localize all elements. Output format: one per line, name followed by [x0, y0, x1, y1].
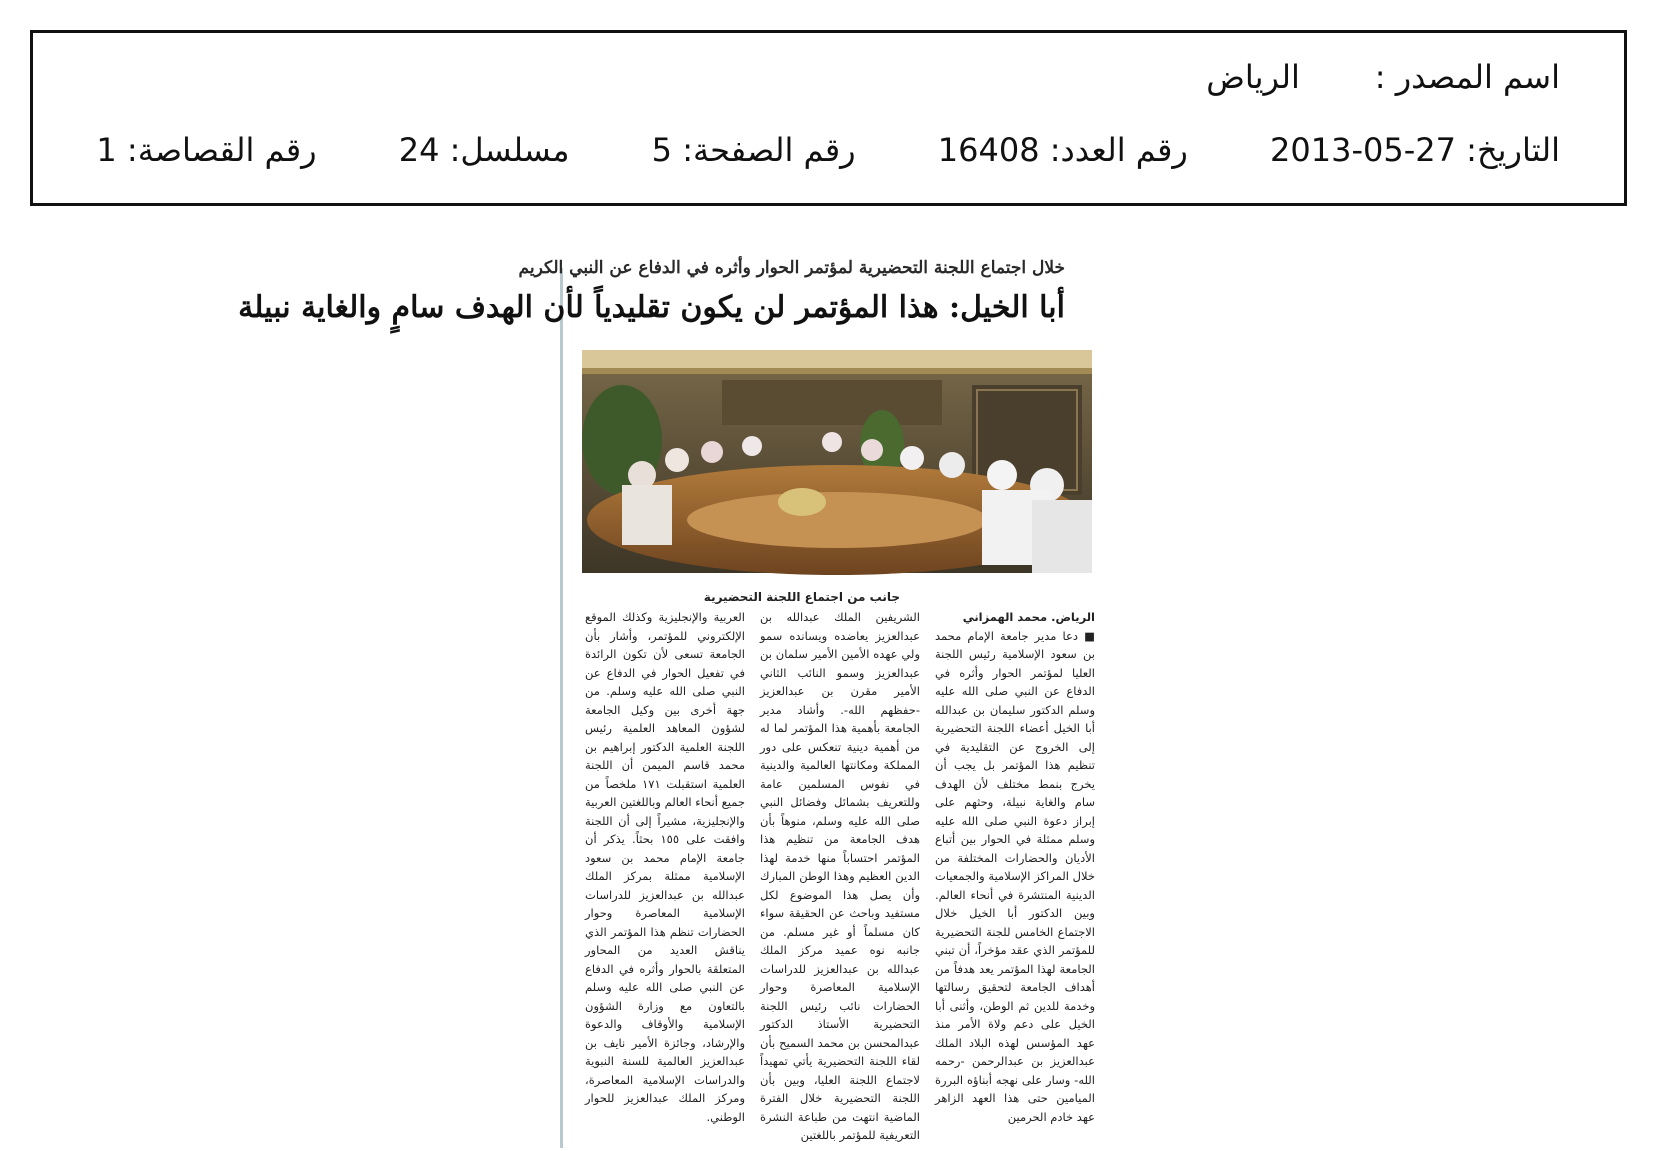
source-label: اسم المصدر : [1374, 58, 1560, 96]
serial-field: مسلسل: 24 [398, 131, 570, 169]
article-headline: أبا الخيل: هذا المؤتمر لن يكون تقليدياً لأن الهدف سامٍ والغاية نبيلة [238, 290, 1065, 325]
article-column-3 [585, 608, 745, 1151]
source-row [1206, 58, 1560, 96]
issue-field: رقم العدد: 16408 [937, 131, 1188, 169]
metadata-row [96, 131, 1560, 169]
newspaper-clipping [238, 240, 1095, 1151]
meeting-photo [582, 350, 1092, 573]
article-column-1 [935, 608, 1095, 1151]
page-field: رقم الصفحة: 5 [651, 131, 856, 169]
date-field: التاريخ: 27-05-2013 [1270, 131, 1560, 169]
clipping-header [30, 30, 1627, 206]
article-column-2-text: الشريفين الملك عبدالله بن عبدالعزيز يعاضده ويسانده سمو ولي عهده الأمين الأمير سلمان بن عبدالعزيز وسمو النائب الثاني الأمير مقرن بن عبدالعزيز -حفظهم الله-. وأشاد مدير الجامعة بأهمية هذا المؤتمر لما له من أهمية دينية تنعكس على دور المملكة ومكانتها العالمية والدينية في نفوس المسلمين عامة وللتعريف بشمائل وفضائل النبي صلى الله عليه وسلم، منوهاً بأن هدف الجامعة من تنظيم هذا المؤتمر احتساباً منها خدمة لهذا الدين العظيم وهذا الوطن المبارك وأن يصل هذا الموضوع لكل مستفيد وباحث عن الحقيقة سواء كان مسلماً أو غير مسلم. من جانبه نوه عميد مركز الملك عبدالله بن عبدالعزيز للدراسات الإسلامية المعاصرة وحوار الحضارات نائب رئيس اللجنة التحضيرية الأستاذ الدكتور عبدالمحسن بن محمد السميح بأن لقاء اللجنة التحضيرية يأتي تمهيداً لاجتماع اللجنة العليا، وبين بأن اللجنة التحضيرية خلال الفترة الماضية انتهت من طباعة النشرة التعريفية للمؤتمر باللغتين [760, 610, 920, 1142]
article-column-3-text: العربية والإنجليزية وكذلك الموقع الإلكتروني للمؤتمر، وأشار بأن الجامعة تسعى لأن تكون الرائدة في تفعيل الحوار في الدفاع عن النبي صلى الله عليه وسلم. من جهة أخرى بين وكيل الجامعة لشؤون المعاهد العلمية رئيس اللجنة العلمية الدكتور إبراهيم بن محمد قاسم الميمن أن اللجنة العلمية استقبلت ١٧١ ملخصاً من جميع أنحاء العالم وباللغتين العربية والإنجليزية، مشيراً إلى أن اللجنة وافقت على ١٥٥ بحثاً. يذكر أن جامعة الإمام محمد بن سعود الإسلامية ممثلة بمركز الملك عبدالله بن عبدالعزيز للدراسات الإسلامية المعاصرة وحوار الحضارات تنظم هذا المؤتمر الذي يناقش العديد من المحاور المتعلقة بالحوار وأثره في الدفاع عن النبي صلى الله عليه وسلم بالتعاون مع وزارة الشؤون الإسلامية والأوقاف والدعوة والإرشاد، وجائزة الأمير نايف بن عبدالعزيز العالمية للسنة النبوية والدراسات الإسلامية المعاصرة، ومركز الملك عبدالعزيز للحوار الوطني. [585, 610, 746, 1124]
article-column-1-text: ■ دعا مدير جامعة الإمام محمد بن سعود الإسلامية رئيس اللجنة العليا لمؤتمر الحوار وأثره في الدفاع عن النبي صلى الله عليه وسلم الدكتور سليمان بن عبدالله أبا الخيل أعضاء اللجنة التحضيرية إلى الخروج عن التقليدية في تنظيم هذا المؤتمر بل يجب أن يخرج بنمط مختلف لأن الهدف سام والغاية نبيلة، وحثهم على إبراز دعوة النبي صلى الله عليه وسلم ممثلة في الحوار بين أتباع الأديان والحضارات المختلفة من خلال المراكز الإسلامية والجمعيات الدينية المنتشرة في أنحاء العالم. وبين الدكتور أبا الخيل خلال الاجتماع الخامس للجنة التحضيرية للمؤتمر الذي عقد مؤخراً، أن تبني الجامعة لهذا المؤتمر يعد هدفاً من أهداف الجامعة لتحقيق رسالتها وخدمة للدين ثم الوطن، وأثنى أبا الخيل على دعم ولاة الأمر منذ عهد المؤسس لهذه البلاد الملك عبدالعزيز بن عبدالرحمن -رحمه الله- وسار على نهجه أبناؤه البررة الميامين حتى هذا العهد الزاهر عهد خادم الحرمين [935, 628, 1095, 1124]
photo-caption: جانب من اجتماع اللجنة التحضيرية [703, 590, 900, 604]
clip-number-field: رقم القصاصة: 1 [96, 131, 317, 169]
article-body [582, 608, 1095, 1151]
article-byline: الرياض. محمد الهمزاني [962, 610, 1095, 624]
source-value: الرياض [1206, 58, 1300, 96]
article-column-2 [760, 608, 920, 1151]
article-kicker: خلال اجتماع اللجنة التحضيرية لمؤتمر الحوار وأثره في الدفاع عن النبي الكريم [518, 258, 1065, 278]
